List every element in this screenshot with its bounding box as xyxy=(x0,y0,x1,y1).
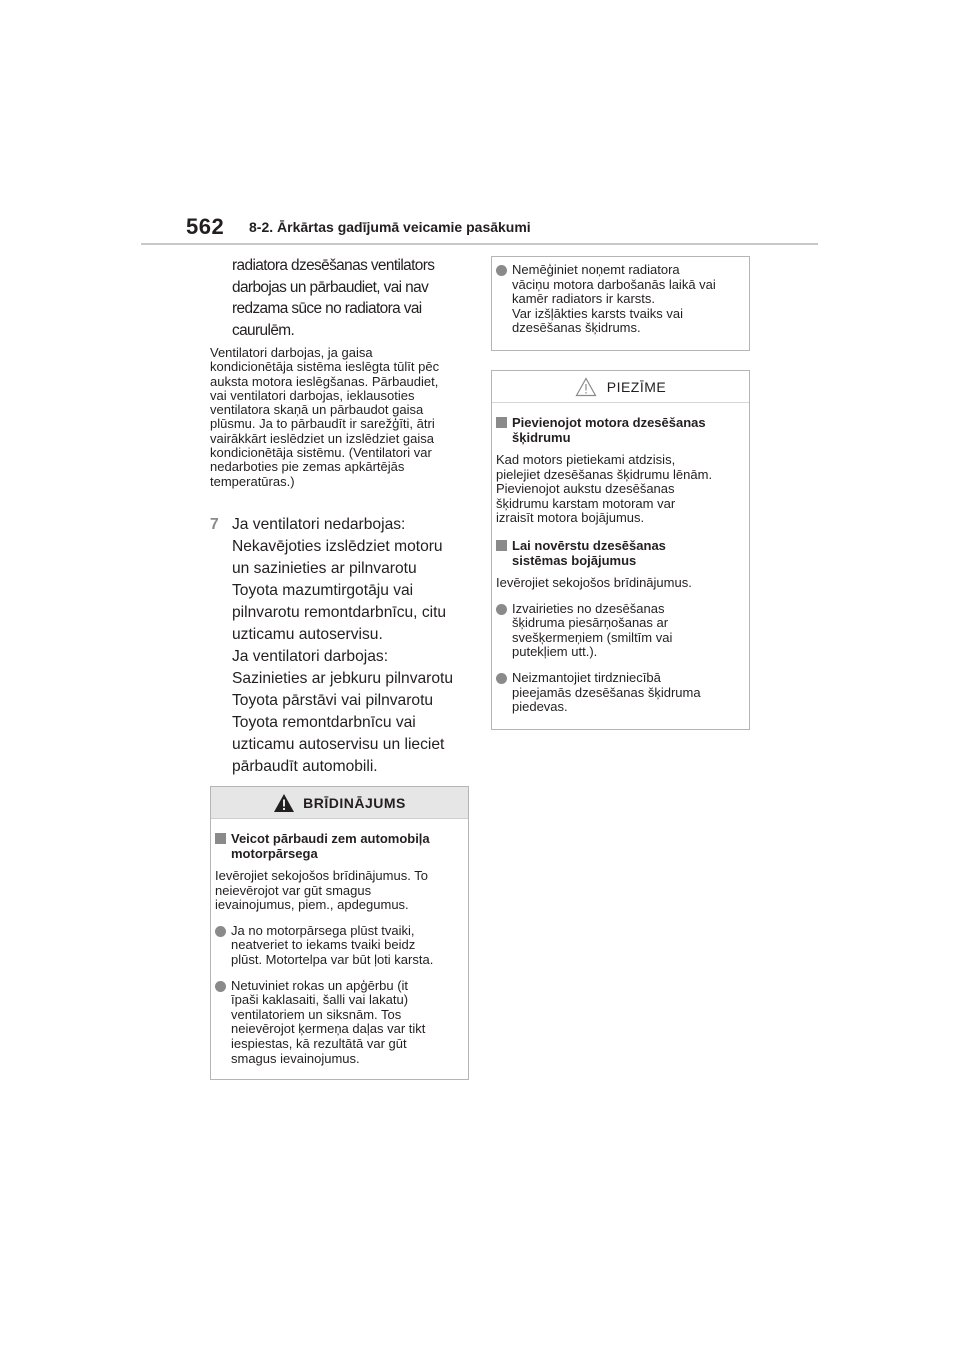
text-line: caurulēm. xyxy=(232,321,295,339)
warning-heading xyxy=(215,831,464,861)
list-item xyxy=(496,671,745,715)
text-line: Var izšļākties karsts tvaiks vai xyxy=(512,305,683,321)
header-rule xyxy=(141,243,818,245)
step-body xyxy=(232,514,472,778)
text-line: Neizmantojiet tirdzniecībā xyxy=(512,669,661,685)
step-number: 7 xyxy=(210,516,219,533)
text-line: darbojas un pārbaudiet, vai nav xyxy=(232,278,429,296)
text-line: Pievienojot aukstu dzesēšanas xyxy=(496,481,675,497)
text-line: plūst. Motortelpa var būt ļoti karsta. xyxy=(231,951,434,967)
text-line: pielejiet dzesēšanas šķidrumu lēnām. xyxy=(496,466,713,482)
circle-bullet xyxy=(496,673,507,684)
text-line: Sazinieties ar jebkuru pilnvarotu xyxy=(232,670,454,687)
text-line: auksta motora ieslēgšanas. Pārbaudiet, xyxy=(210,373,439,389)
list-item xyxy=(496,263,745,336)
warning-box-body xyxy=(211,819,468,1066)
text-line: neievērojot ķermeņa daļas var tikt xyxy=(231,1021,426,1037)
text-line: smagus ievainojumus. xyxy=(231,1050,360,1066)
list-item xyxy=(215,979,464,1067)
text-line: ventilatoriem un siksnām. Tos xyxy=(231,1006,402,1022)
text-line: uzticamu autoservisu. xyxy=(232,626,383,643)
text-line: sistēmas bojājumus xyxy=(512,552,637,568)
notice-box-header xyxy=(492,371,749,403)
text-line: piedevas. xyxy=(512,699,568,715)
step-7 xyxy=(210,514,472,778)
notice-paragraph-1 xyxy=(496,453,745,526)
warning-continuation-body xyxy=(492,263,749,336)
notice-box-body xyxy=(492,403,749,715)
page-number: 562 xyxy=(186,214,225,239)
notice-title: PIEZĪME xyxy=(606,378,667,395)
text-line: plūsmu. Ja to pārbaudīt ir sarežģīti, ātri xyxy=(210,416,435,432)
text-line: pilnvarotu remontdarbnīcu, citu xyxy=(232,604,447,621)
text-line: iespiestas, kā rezultātā var gūt xyxy=(231,1035,407,1051)
warning-title: BRĪDINĀJUMS xyxy=(303,794,406,811)
warning-continuation-box xyxy=(491,256,750,351)
text-line: svešķermeņiem (smiltīm vai xyxy=(512,629,673,645)
text-line: Lai novērstu dzesēšanas xyxy=(512,537,666,553)
text-line: redzama sūce no radiatora vai xyxy=(232,300,422,317)
text-line: motorpārsega xyxy=(231,846,318,861)
notice-heading-1 xyxy=(496,415,745,445)
text-line: kamēr radiators ir karsts. xyxy=(512,291,656,307)
note-paragraph xyxy=(210,346,470,489)
text-line: temperatūras.) xyxy=(210,473,295,489)
text-line: uzticamu autoservisu un lieciet xyxy=(232,736,445,753)
notice-box xyxy=(491,370,750,730)
text-line: Toyota mazumtirgotāju vai xyxy=(232,582,414,599)
notice-heading-2 xyxy=(496,538,745,568)
notice-paragraph-2 xyxy=(496,576,745,591)
text-line: un sazinieties ar pilnvarotu xyxy=(232,560,417,577)
text-line: Nekavējoties izslēdziet motoru xyxy=(232,538,443,555)
text-line: Veicot pārbaudi zem automobiļa xyxy=(231,831,430,846)
text-line: vairākkārt ieslēdziet un izslēdziet gaisa xyxy=(210,430,434,446)
text-line: Izvairieties no dzesēšanas xyxy=(512,600,665,616)
text-line: Ievērojiet sekojošos brīdinājumus. To xyxy=(215,868,428,883)
circle-bullet xyxy=(215,926,226,937)
text-line: dzesēšanas šķidrums. xyxy=(512,320,641,336)
text-line: Nemēģiniet noņemt radiatora xyxy=(512,262,680,277)
text-line: ievainojumus, piem., apdegumus. xyxy=(215,897,409,913)
text-line: vai ventilatori darbojas, ieklausoties xyxy=(210,387,415,403)
text-line: īpaši kaklasaiti, šalli vai lakatu) xyxy=(231,992,409,1008)
text-line: šķidrumu xyxy=(512,430,571,445)
text-line: Ventilatori darbojas, ja gaisa xyxy=(210,345,373,360)
text-line: izraisīt motora bojājumus. xyxy=(496,510,645,526)
square-bullet xyxy=(496,417,507,428)
list-item xyxy=(496,602,745,660)
text-line: Pievienojot motora dzesēšanas xyxy=(512,415,706,430)
text-line: Ievērojiet sekojošos brīdinājumus. xyxy=(496,574,692,590)
text-line: Ja ventilatori nedarbojas: xyxy=(232,516,406,533)
text-line: pieejamās dzesēšanas šķidruma xyxy=(512,684,701,700)
warning-box-header xyxy=(211,787,468,819)
circle-bullet xyxy=(496,265,507,276)
text-line: kondicionētāja sistēma ieslēgta tūlīt pēc xyxy=(210,359,440,375)
square-bullet xyxy=(496,540,507,551)
warning-box xyxy=(210,786,469,1080)
text-line: neatveriet to iekams tvaiki beidz xyxy=(231,937,416,953)
list-item xyxy=(215,924,464,968)
text-line: putekļiem utt.). xyxy=(512,644,598,660)
notice-triangle-icon xyxy=(575,377,597,397)
continuation-text xyxy=(232,255,468,341)
warning-intro xyxy=(215,869,464,913)
warning-triangle-icon xyxy=(273,793,295,813)
text-line: radiatora dzesēšanas ventilators xyxy=(232,257,435,274)
text-line: Ja no motorpārsega plūst tvaiki, xyxy=(231,922,415,938)
square-bullet xyxy=(215,833,226,844)
text-line: ventilatora skaņā un pārbaudot gaisa xyxy=(210,402,424,418)
circle-bullet xyxy=(215,981,226,992)
text-line: Ja ventilatori darbojas: xyxy=(232,648,389,665)
text-line: nedarboties pie zemas apkārtējās xyxy=(210,459,405,475)
text-line: Netuviniet rokas un apģērbu (it xyxy=(231,977,409,993)
text-line: Toyota pārstāvi vai pilnvarotu xyxy=(232,692,434,709)
circle-bullet xyxy=(496,604,507,615)
text-line: pārbaudīt automobili. xyxy=(232,758,378,775)
text-line: šķidruma piesārņošanas ar xyxy=(512,615,669,631)
text-line: vāciņu motora darbošanās laikā vai xyxy=(512,276,716,292)
text-line: šķidrumu karstam motoram var xyxy=(496,495,676,511)
text-line: Toyota remontdarbnīcu vai xyxy=(232,714,416,731)
text-line: kondicionētāja sistēmu. (Ventilatori var xyxy=(210,445,432,461)
text-line: Kad motors pietiekami atdzisis, xyxy=(496,452,676,467)
section-title: 8-2. Ārkārtas gadījumā veicamie pasākumi xyxy=(249,219,531,235)
text-line: neievērojot var gūt smagus xyxy=(215,882,372,898)
